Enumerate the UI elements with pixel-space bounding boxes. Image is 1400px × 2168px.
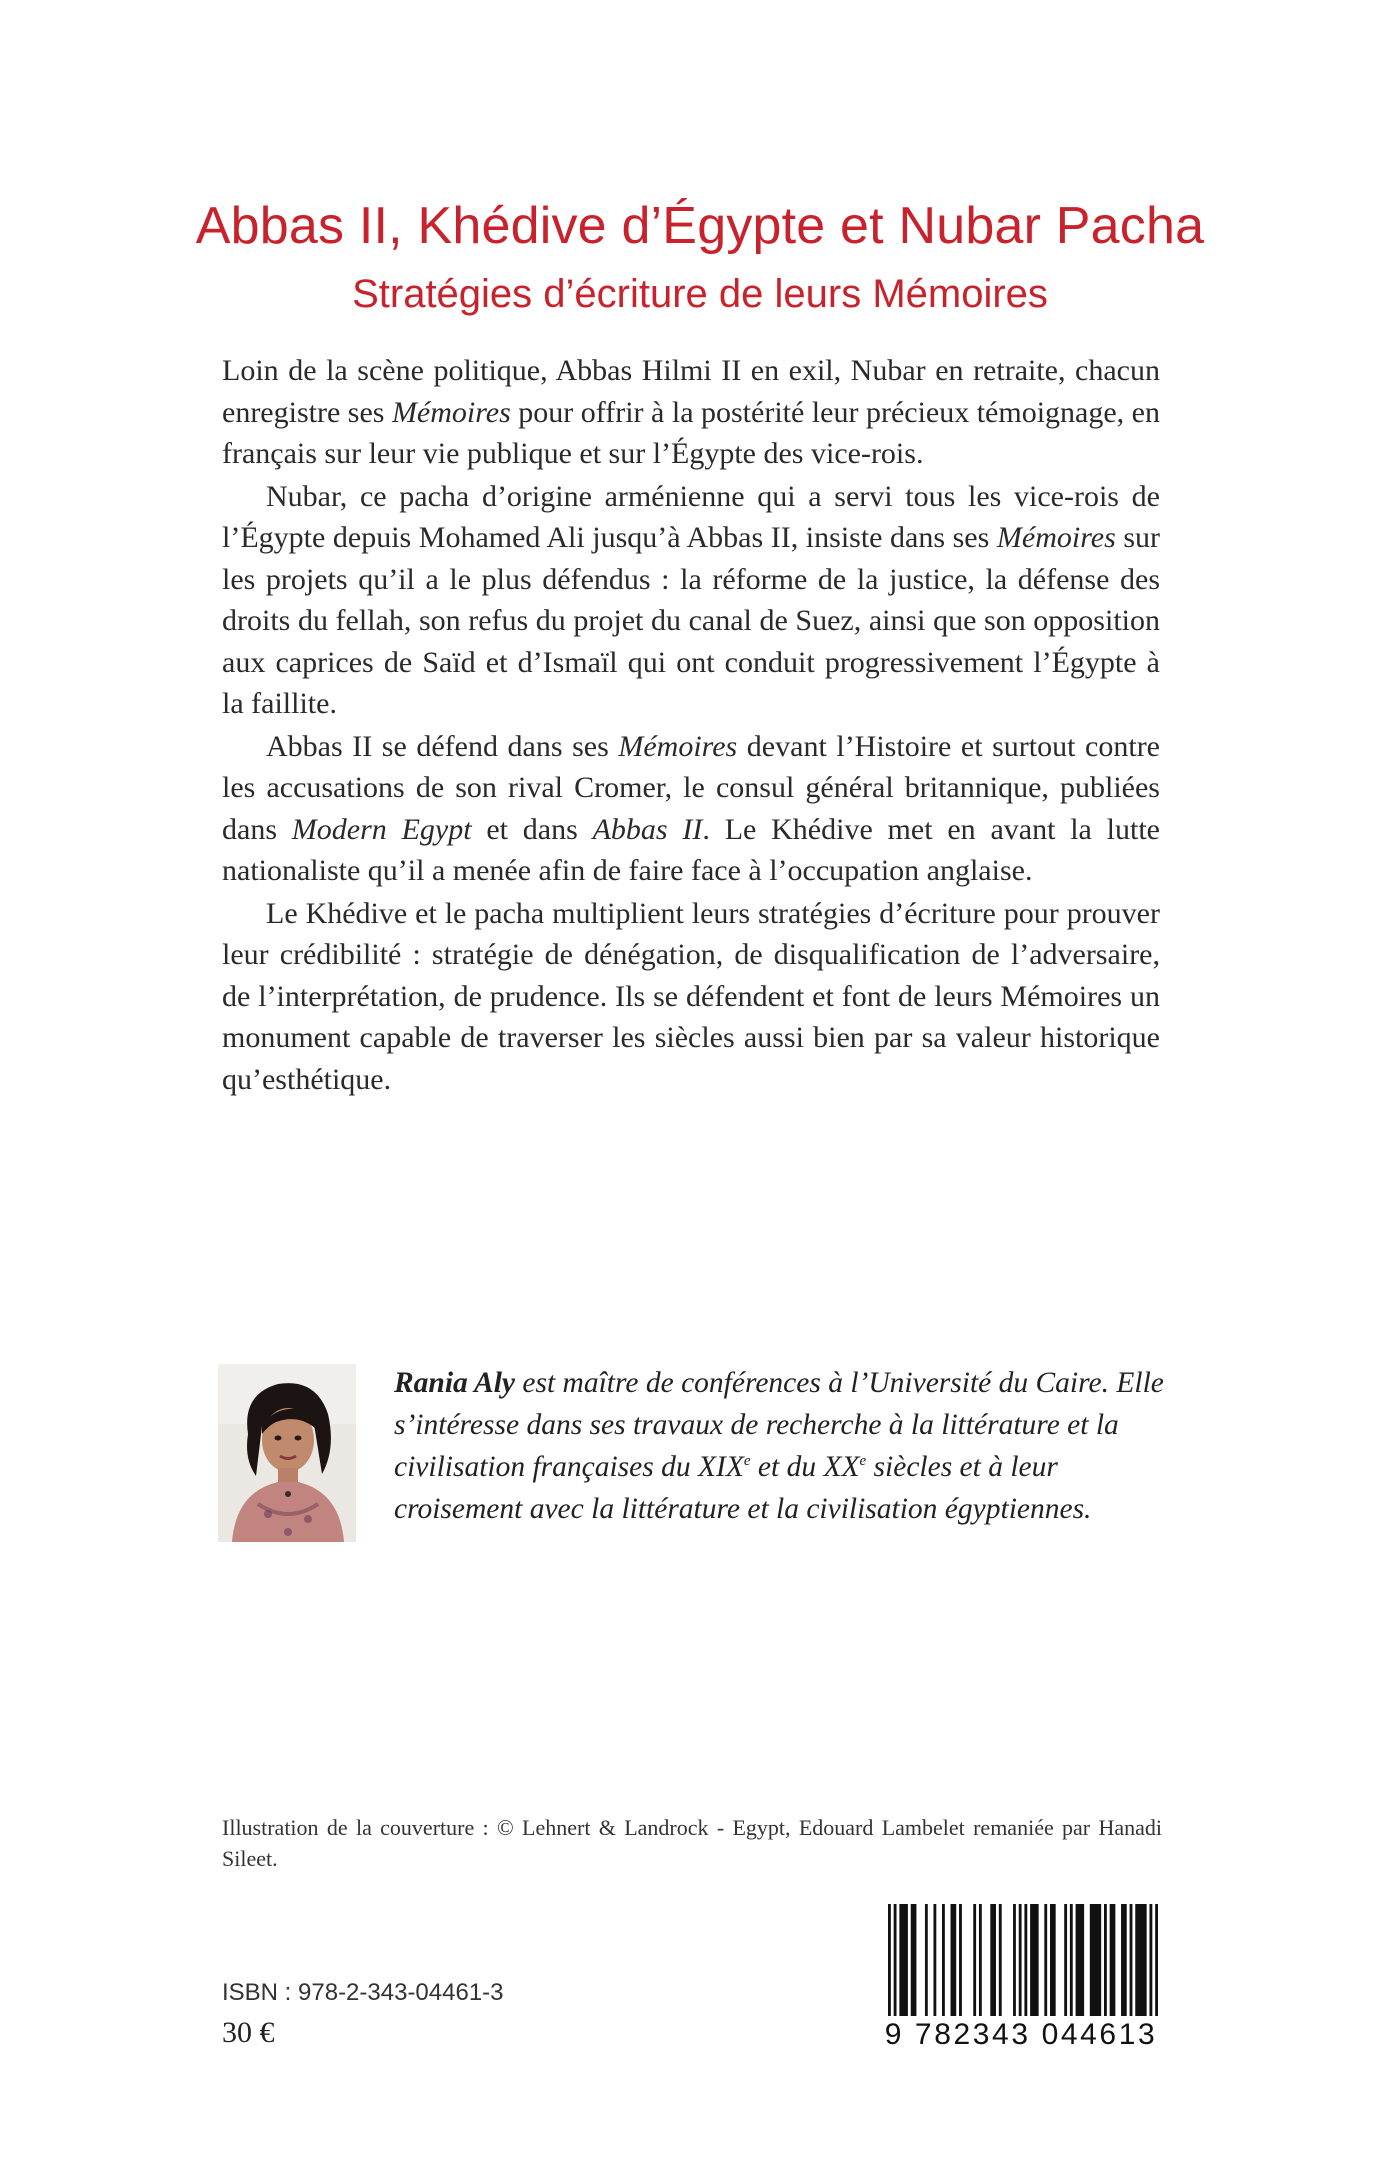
barcode-bar bbox=[1135, 1904, 1146, 2016]
author-photo bbox=[218, 1364, 356, 1542]
barcode-bar bbox=[1030, 1904, 1039, 2016]
price: 30 € bbox=[222, 2016, 275, 2049]
barcode-digits: 9 782343 044613 bbox=[880, 2018, 1162, 2052]
barcode-bar bbox=[1013, 1904, 1016, 2016]
book-subtitle: Stratégies d’écriture de leurs Mémoires bbox=[352, 272, 1048, 316]
barcode-bar bbox=[1090, 1904, 1101, 2016]
barcode-bar bbox=[1070, 1904, 1073, 2016]
barcode-bar bbox=[894, 1904, 897, 2016]
barcode-bar bbox=[959, 1904, 962, 2016]
barcode-bar bbox=[1024, 1904, 1027, 2016]
back-cover-blurb bbox=[222, 350, 1160, 1101]
barcode-bar bbox=[1064, 1904, 1067, 2016]
barcode-bar bbox=[1050, 1904, 1056, 2016]
blurb-paragraph-4: Le Khédive et le pacha multiplient leurs stratégies d’écriture pour prouver leur crédibilité : stratégie de dénégation, de disqualification de l’adversaire, de l’interprétation, de prudence. Ils se défendent et font de leurs Mémoires un monument capable de traverser les siècles aussi bien par sa valeur historique qu’esthétique. bbox=[222, 896, 1160, 1096]
barcode-bar bbox=[973, 1904, 976, 2016]
cover-illustration-credit: Illustration de la couverture : © Lehnert & Landrock - Egypt, Edouard Lambelet remaniée par Hanadi Sileet. bbox=[222, 1815, 1162, 1871]
blurb-paragraph-3: Abbas II se défend dans ses Mémoires devant l’Histoire et surtout contre les accusations de son rival Cromer, le consul général britannique, publiées dans Modern Egypt et dans Abbas II. Le Khédive met en avant la lutte nationaliste qu’il a menée afin de faire face à l’occupation anglaise. bbox=[222, 729, 1161, 887]
barcode-bar bbox=[911, 1904, 917, 2016]
barcode-bar bbox=[1104, 1904, 1107, 2016]
barcode-bar bbox=[933, 1904, 936, 2016]
barcode-bar bbox=[990, 1904, 996, 2016]
barcode-bar bbox=[1155, 1904, 1158, 2016]
barcode-bar bbox=[979, 1904, 982, 2016]
barcode-bar bbox=[899, 1904, 908, 2016]
barcode-bar bbox=[1149, 1904, 1152, 2016]
barcode-bar bbox=[1076, 1904, 1085, 2016]
barcode-bar bbox=[1044, 1904, 1047, 2016]
barcode-bar bbox=[888, 1904, 891, 2016]
barcode-bar bbox=[1110, 1904, 1116, 2016]
barcode-bar bbox=[1019, 1904, 1022, 2016]
barcode-bar bbox=[925, 1904, 928, 2016]
blurb-paragraph-2: Nubar, ce pacha d’origine arménienne qui a servi tous les vice-rois de l’Égypte depuis Mohamed Ali jusqu’à Abbas II, insiste dans ses Mémoires sur les projets qu’il a le plus défendus : la réforme de la justice, la défense des droits du fellah, son refus du projet du canal de Suez, ainsi que son opposition aux caprices de Saïd et d’Ismaïl qui ont conduit progressivement l’Égypte à la faillite. bbox=[222, 479, 1160, 720]
barcode-bar bbox=[1130, 1904, 1133, 2016]
blurb-paragraph-1: Loin de la scène politique, Abbas Hilmi II en exil, Nubar en retraite, chacun enregistre ses Mémoires pour offrir à la postérité leur précieux témoignage, en français sur leur vie publique et sur l’Égypte des vice-rois. bbox=[222, 354, 1160, 470]
barcode-bar bbox=[942, 1904, 945, 2016]
barcode-bar bbox=[999, 1904, 1002, 2016]
author-bio: Rania Aly est maître de conférences à l’Université du Caire. Elle s’intéresse dans ses travaux de recherche à la littérature et la civilisation françaises du XIXe et du XXe siècles et à leur croisement avec la littérature et la civilisation égyptiennes. bbox=[394, 1367, 1164, 1525]
author-portrait-icon bbox=[218, 1364, 356, 1542]
author-name: Rania Aly bbox=[394, 1367, 516, 1399]
barcode-bar bbox=[1121, 1904, 1127, 2016]
book-title: Abbas II, Khédive d’Égypte et Nubar Pacha bbox=[195, 197, 1205, 255]
barcode-bar bbox=[951, 1904, 957, 2016]
isbn: ISBN : 978-2-343-04461-3 bbox=[222, 1979, 504, 2006]
